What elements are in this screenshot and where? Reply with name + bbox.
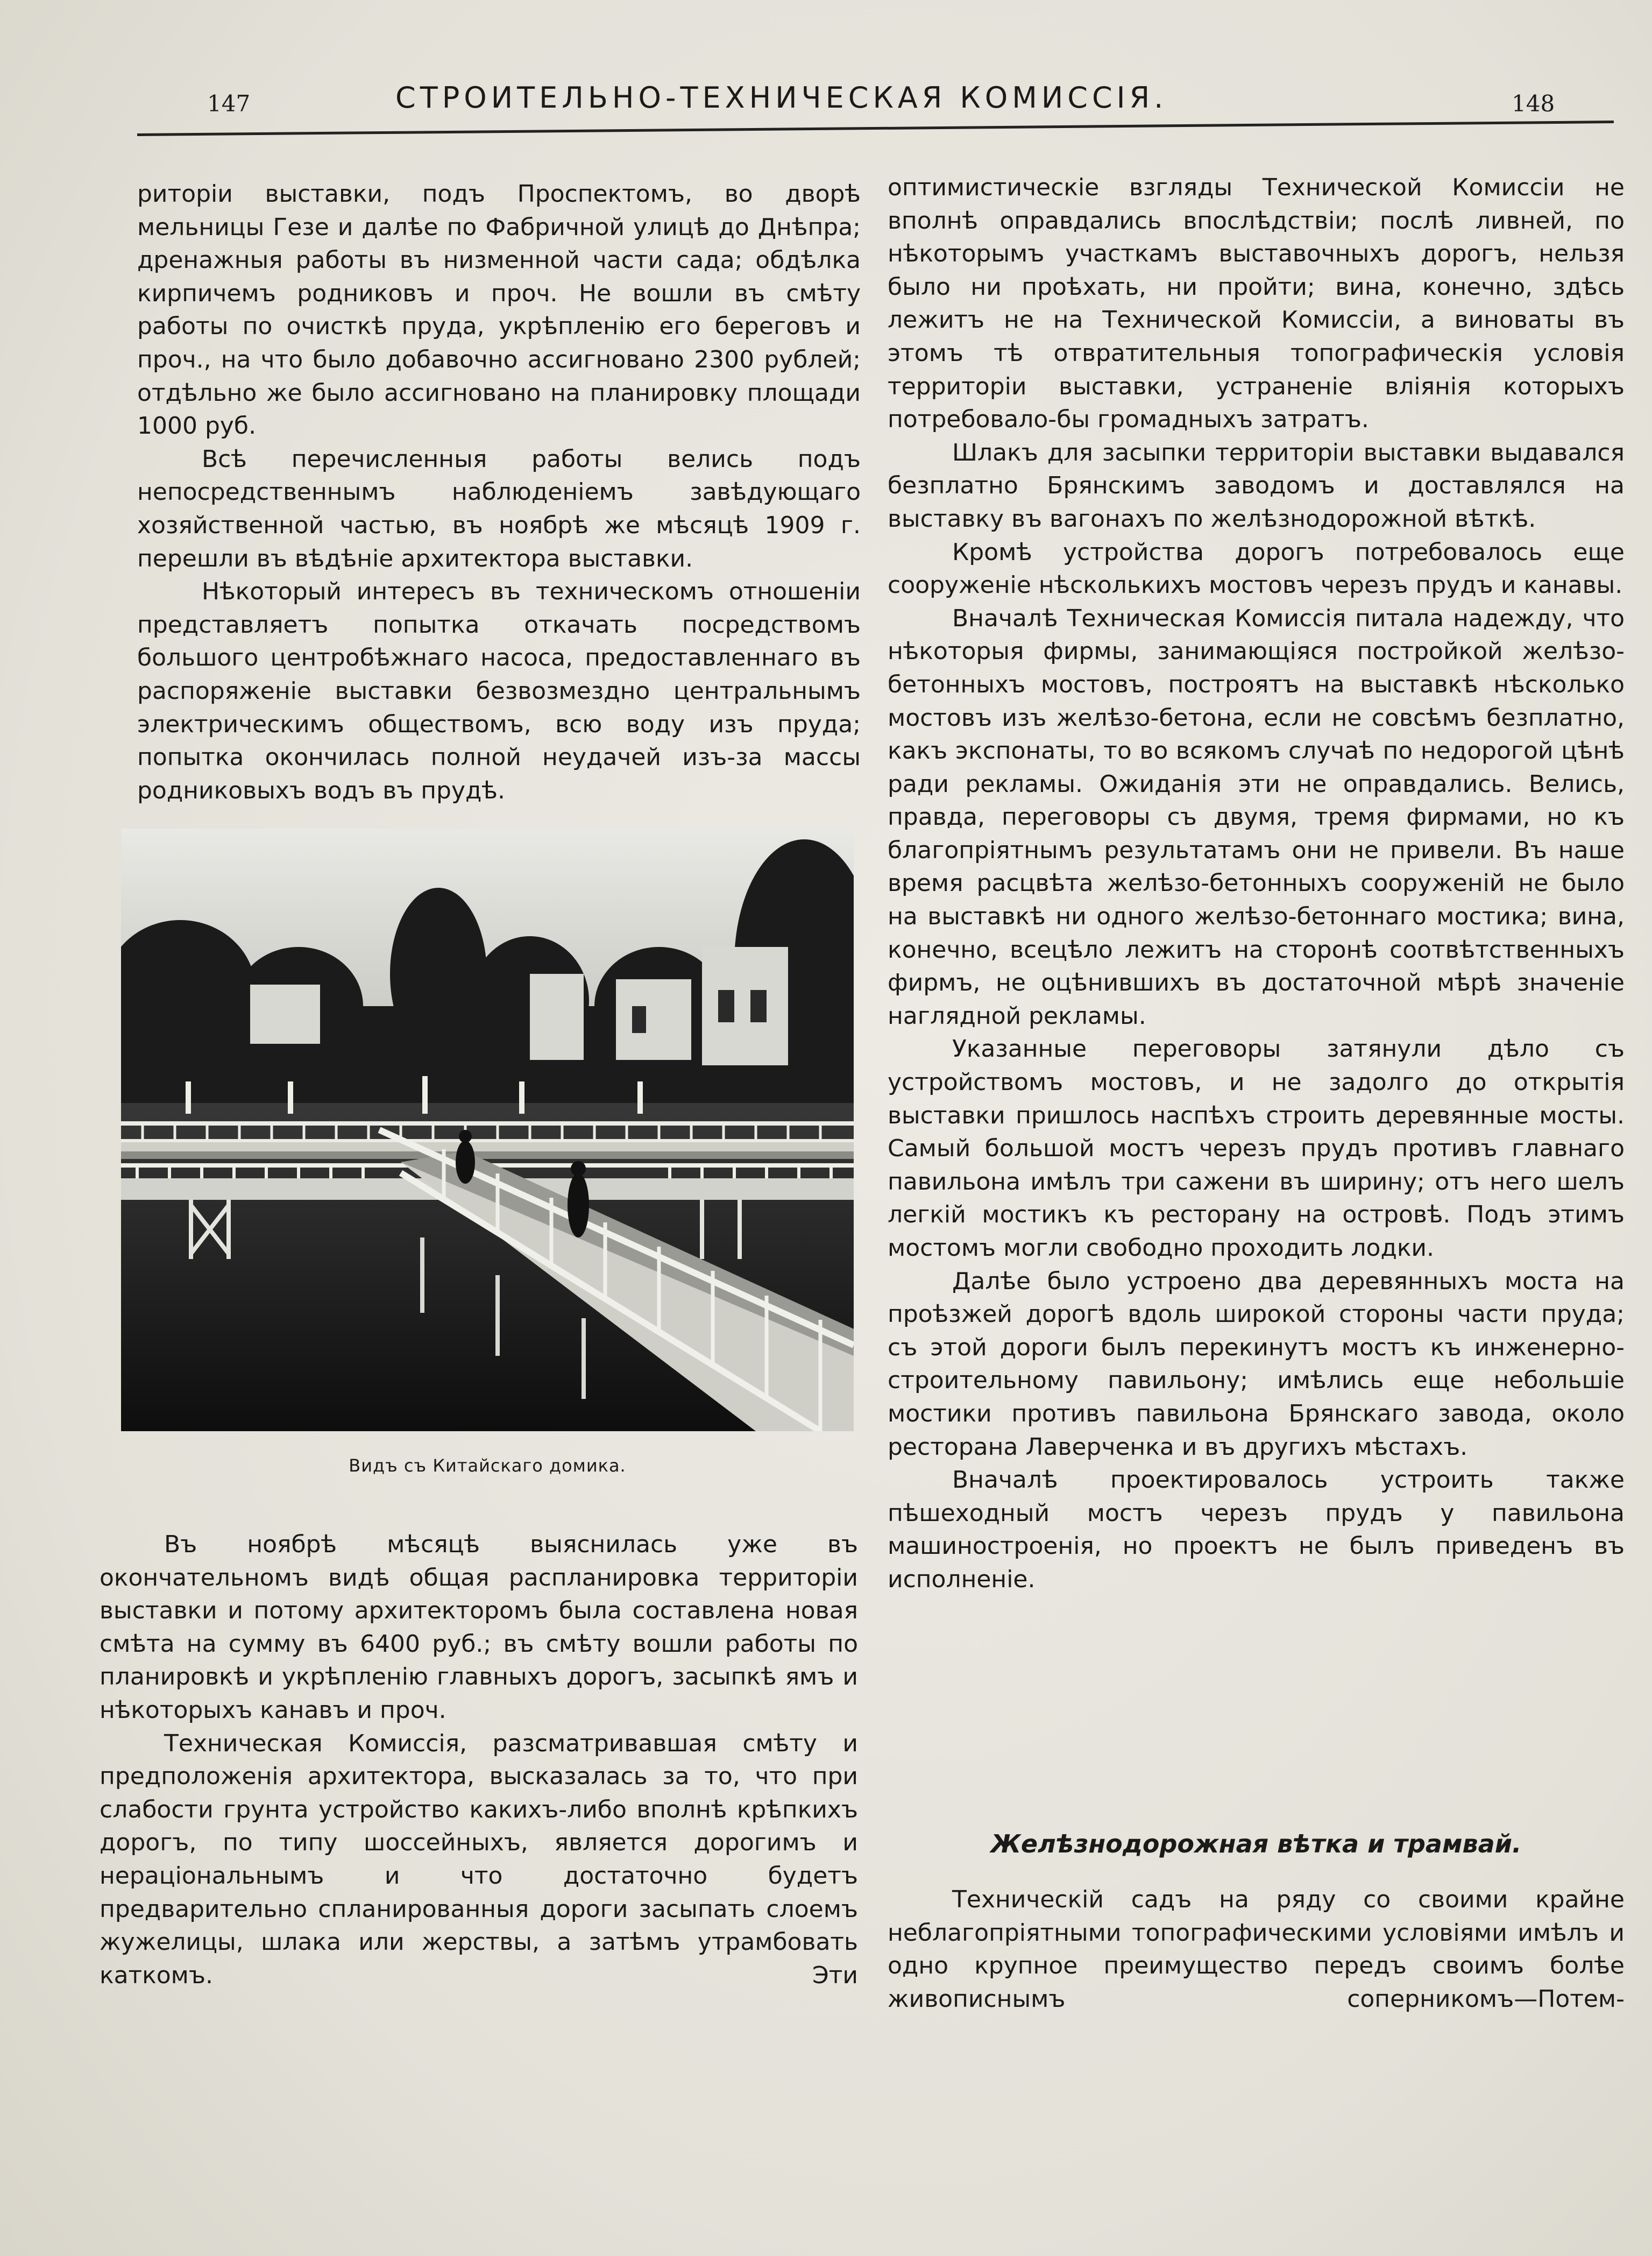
paragraph: Вначалѣ Техническая Комиссія питала надежду, что нѣкоторыя фирмы, занимающіяся постройкой желѣзо-бетонныхъ мостовъ, построятъ на выставкѣ нѣсколько мостовъ изъ желѣзо-бетона, если не совсѣмъ безплатно, какъ экспонаты, то во всякомъ случаѣ по недорогой цѣнѣ ради рекламы. Ожиданія эти не оправдались. Велись, правда, переговоры съ двумя, тремя фирмами, но къ благопріятнымъ результатамъ они не привели. Въ наше время расцвѣта желѣзо-бетонныхъ сооруженій не было на выставкѣ ни одного желѣзо-бетоннаго мостика; вина, конечно, всецѣло лежитъ на сторонѣ соотвѣтственныхъ фирмъ, не оцѣнившихъ въ достаточной мѣрѣ значеніе наглядной рекламы.: [888, 604, 1625, 1030]
page-number-right: 148: [1512, 90, 1555, 117]
paragraph: Техническій садъ на ряду со своими крайне неблагопріятными топографическими условіями имѣлъ и одно крупное преимущество передъ своимъ болѣе живописнымъ соперникомъ—Потем-: [888, 1886, 1625, 2013]
paragraph: Шлакъ для засыпки территоріи выставки выдавался безплатно Брянскимъ заводомъ и доставлялся на выставку въ вагонахъ по желѣзнодорожной вѣткѣ.: [888, 439, 1625, 533]
photo-bridges: [121, 829, 854, 1431]
photo-caption: Видъ съ Китайскаго домика.: [349, 1455, 626, 1476]
section-heading: Желѣзнодорожная вѣтка и трамвай.: [990, 1829, 1522, 1858]
left-column-bottom: [100, 1528, 858, 1992]
left-column-top: [137, 178, 861, 807]
paragraph: Кромѣ устройства дорогъ потребовалось еще сооруженіе нѣсколькихъ мостовъ черезъ прудъ и канавы.: [888, 538, 1625, 599]
running-title: СТРОИТЕЛЬНО-ТЕХНИЧЕСКАЯ КОМИССІЯ.: [395, 81, 1168, 115]
paragraph: Техническая Комиссія, разсматривавшая смѣту и предположенія архитектора, высказалась за то, что при слабости грунта устройство какихъ-либо вполнѣ крѣпкихъ дорогъ, по типу шоссейныхъ, является дорогимъ и нераціональнымъ и что достаточно будетъ предварительно спланированныя дороги засыпать слоемъ жужелицы, шлака или жерствы, а затѣмъ утрамбовать каткомъ. Эти: [100, 1729, 858, 1989]
paragraph: Нѣкоторый интересъ въ техническомъ отношеніи представляетъ попытка откачать посредствомъ большого центробѣжнаго насоса, предоставленнаго въ распоряженіе выставки безвозмездно центральнымъ электрическимъ обществомъ, всю воду изъ пруда; попытка окончилась полной неудачей изъ-за массы родниковыхъ водъ въ прудѣ.: [137, 578, 861, 804]
right-column: [888, 171, 1625, 1596]
paragraph: оптимистическіе взгляды Технической Комиссіи не вполнѣ оправдались впослѣдствіи; послѣ ливней, по нѣкоторымъ участкамъ выставочныхъ дорогъ, нельзя было ни проѣхать, ни пройти; вина, конечно, здѣсь лежитъ не на Технической Комиссіи, а виноваты въ этомъ тѣ отвратительныя топографическія условія территоріи выставки, устраненіе вліянія которыхъ потребовало-бы громадныхъ затратъ.: [888, 174, 1625, 434]
paragraph: Всѣ перечисленныя работы велись подъ непосредственнымъ наблюденіемъ завѣдующаго хозяйственной частью, въ ноябрѣ же мѣсяцѣ 1909 г. перешли въ вѣдѣніе архитектора выставки.: [137, 445, 861, 572]
paragraph: Вначалѣ проектировалось устроить также пѣшеходный мостъ черезъ прудъ у павильона машиностроенія, но проектъ не былъ приведенъ въ исполненіе.: [888, 1466, 1625, 1593]
paragraph: Далѣе было устроено два деревянныхъ моста на проѣзжей дорогѣ вдоль широкой стороны части пруда; съ этой дороги былъ перекинутъ мостъ къ инженерно-строительному павильону; имѣлись еще небольшіе мостики противъ павильона Брянскаго завода, около ресторана Лаверченка и въ другихъ мѣстахъ.: [888, 1267, 1625, 1461]
right-column-end: [888, 1883, 1625, 2015]
paragraph: Въ ноябрѣ мѣсяцѣ выяснилась уже въ окончательномъ видѣ общая распланировка территоріи выставки и потому архитекторомъ была составлена новая смѣта на сумму въ 6400 руб.; въ смѣту вошли работы по планировкѣ и укрѣпленію главныхъ дорогъ, засыпкѣ ямъ и нѣкоторыхъ канавъ и проч.: [100, 1531, 858, 1724]
paragraph: риторіи выставки, подъ Проспектомъ, во дворѣ мельницы Гезе и далѣе по Фабричной улицѣ до Днѣпра; дренажныя работы въ низменной части сада; обдѣлка кирпичемъ родниковъ и проч. Не вошли въ смѣту работы по очисткѣ пруда, укрѣпленію его береговъ и проч., на что было добавочно ассигновано 2300 рублей; отдѣльно же было ассигновано на планировку площади 1000 руб.: [137, 180, 861, 440]
page-number-left: 147: [207, 90, 251, 117]
bridge-photo-illustration: [121, 829, 854, 1431]
paragraph: Указанные переговоры затянули дѣло съ устройствомъ мостовъ, и не задолго до открытія выставки пришлось наспѣхъ строить деревянные мосты. Самый большой мостъ черезъ прудъ противъ главнаго павильона имѣлъ три сажени въ ширину; отъ него шелъ легкій мостикъ къ ресторану на островѣ. Подъ этимъ мостомъ могли свободно проходить лодки.: [888, 1035, 1625, 1262]
running-header: [0, 70, 1652, 124]
